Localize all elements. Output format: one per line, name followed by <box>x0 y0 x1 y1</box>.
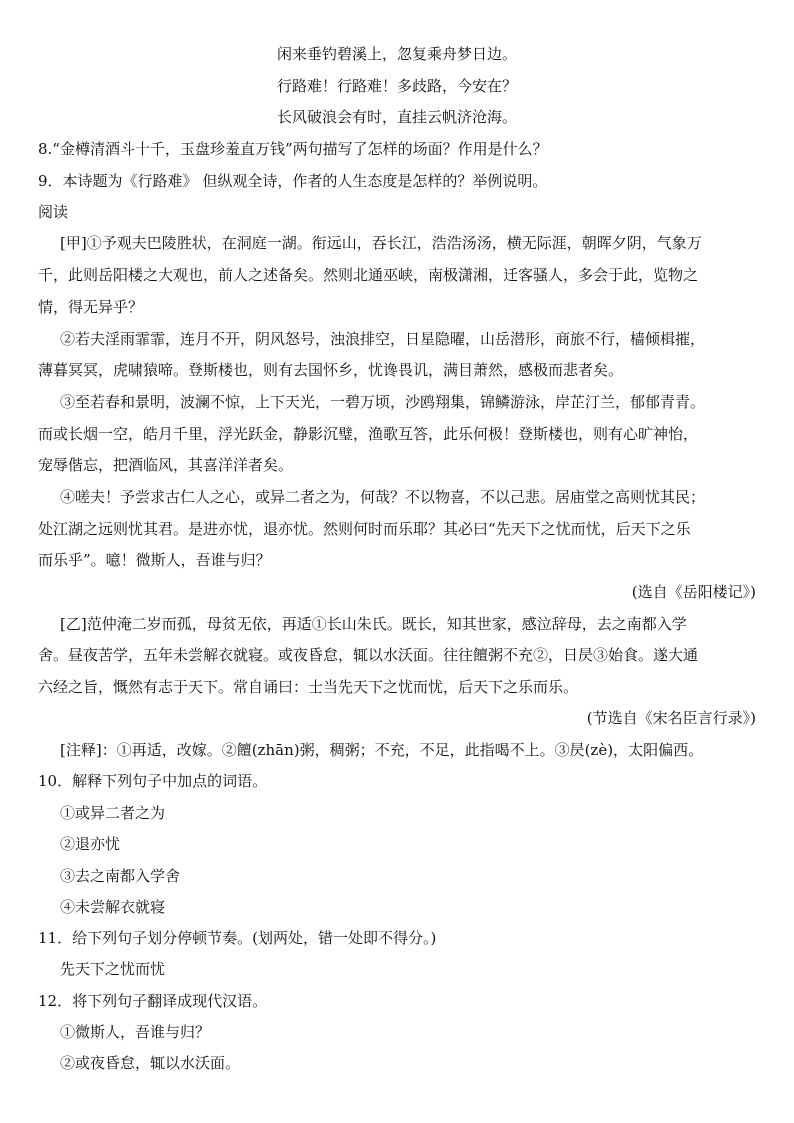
question-12-item: ①微斯人，吾谁与归？ <box>60 1023 211 1041</box>
annotation-notes: [注释]：①再适，改嫁。②饘(zhān)粥，稠粥；不充，不足，此指喝不上。③昃(zè)，太阳偏西。 <box>60 741 704 759</box>
passage-jia-line: ②若夫淫雨霏霏，连月不开，阴风怒号，浊浪排空，日星隐曜，山岳潜形，商旅不行，樯倾楫摧， <box>60 330 706 348</box>
question-11-item: 先天下之忧而忧 <box>60 960 166 978</box>
poem-line: 行路难！行路难！多歧路，今安在？ <box>276 77 517 95</box>
passage-jia-line: ④嗟夫！予尝求古仁人之心，或异二者之为，何哉？不以物喜，不以己悲。居庙堂之高则忧其民； <box>60 488 706 506</box>
question-12-item: ②或夜昏怠，辄以水沃面。 <box>60 1054 241 1072</box>
passage-jia-line: 处江湖之远则忧其君。是进亦忧，退亦忧。然则何时而乐耶？其必曰“先天下之忧而忧，后天下之乐 <box>38 520 691 538</box>
passage-yi-line: [乙]范仲淹二岁而孤，母贫无依，再适①长山朱氏。既长，知其世家，感泣辞母，去之南都入学 <box>60 615 687 633</box>
question-9: 9．本诗题为《行路难》 但纵观全诗，作者的人生态度是怎样的？举例说明。 <box>38 172 548 190</box>
passage-jia-line: 薄暮冥冥，虎啸猿啼。登斯楼也，则有去国怀乡，忧谗畏讥，满目萧然，感极而悲者矣。 <box>38 361 624 379</box>
reading-heading: 阅读 <box>38 203 69 221</box>
question-12: 12．将下列句子翻译成现代汉语。 <box>38 992 268 1010</box>
passage-jia-line: 情，得无异乎？ <box>38 298 144 316</box>
passage-jia-line: 而乐乎”。噫！微斯人，吾谁与归？ <box>38 551 271 569</box>
passage-jia-line: [甲]①予观夫巴陵胜状，在洞庭一湖。衔远山，吞长江，浩浩汤汤，横无际涯，朝晖夕阴，气象万 <box>60 234 702 252</box>
passage-yi-line: 六经之旨，慨然有志于天下。常自诵曰：士当先天下之忧而忧，后天下之乐而乐。 <box>38 678 579 696</box>
passage-yi-source: (节选自《宋名臣言行录》) <box>586 709 756 727</box>
poem-line: 长风破浪会有时，直挂云帆济沧海。 <box>276 108 517 126</box>
passage-jia-line: 而或长烟一空，皓月千里，浮光跃金，静影沉璧，渔歌互答，此乐何极！登斯楼也，则有心旷神怡， <box>38 425 699 443</box>
question-10-item: ③去之南都入学舍 <box>60 867 181 885</box>
question-10-item: ①或异二者之为 <box>60 804 166 822</box>
passage-jia-line: 千，此则岳阳楼之大观也，前人之述备矣。然则北通巫峡，南极潇湘，迁客骚人，多会于此，览物之 <box>38 266 699 284</box>
question-10-item: ②退亦忧 <box>60 835 121 853</box>
poem-line: 闲来垂钓碧溪上，忽复乘舟梦日边。 <box>276 45 517 63</box>
question-10-item: ④未尝解衣就寝 <box>60 898 166 916</box>
question-8: 8.“金樽清酒斗十千，玉盘珍羞直万钱”两句描写了怎样的场面？作用是什么？ <box>38 140 548 158</box>
question-11: 11．给下列句子划分停顿节奏。(划两处，错一处即不得分。) <box>38 929 437 947</box>
passage-jia-line: 宠辱偕忘，把酒临风，其喜洋洋者矣。 <box>38 456 294 474</box>
passage-yi-line: 舍。昼夜苦学，五年未尝解衣就寝。或夜昏怠，辄以水沃面。往往饘粥不充②，日昃③始食。遂大通 <box>38 646 699 664</box>
passage-jia-line: ③至若春和景明，波澜不惊，上下天光，一碧万顷，沙鸥翔集，锦鳞游泳，岸芷汀兰，郁郁青青。 <box>60 393 706 411</box>
passage-jia-source: (选自《岳阳楼记》) <box>631 583 756 601</box>
question-10: 10．解释下列句子中加点的词语。 <box>38 772 268 790</box>
